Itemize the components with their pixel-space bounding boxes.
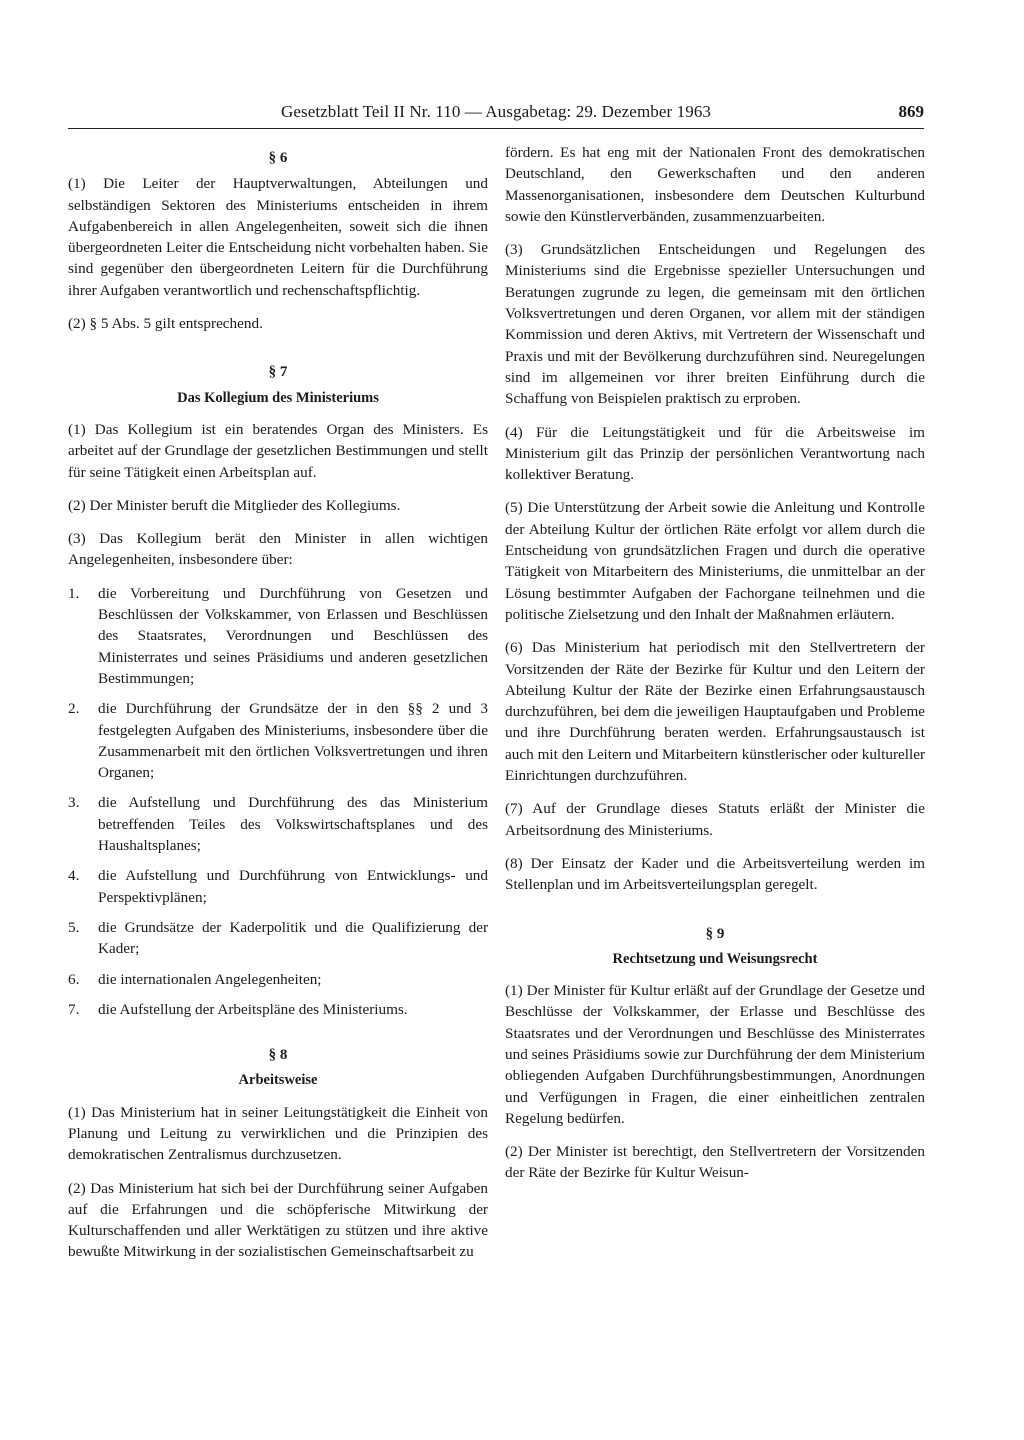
section-7-paragraph-1: (1) Das Kollegium ist ein beratendes Organ des Ministers. Es arbeitet auf der Grundlage der gesetzlichen Bestimmungen und stellt für seine Tätigkeit einen Arbeitsplan auf. xyxy=(68,420,488,481)
list-item-number: 3. xyxy=(68,794,80,812)
right-column xyxy=(505,142,925,1196)
list-item-number: 7. xyxy=(68,1000,80,1018)
list-item-number: 6. xyxy=(68,970,80,988)
section-7-paragraph-3: (3) Das Kollegium berät den Minister in allen wichtigen Angelegenheiten, insbesondere über: xyxy=(68,530,488,569)
list-item-text: die Aufstellung und Durchführung des das Ministerium betreffenden Teiles des Volkswirtschaftsplanes und des Haushaltsplanes; xyxy=(98,794,488,855)
section-8-paragraph-2: (2) Das Ministerium hat sich bei der Durchführung seiner Aufgaben auf die Erfahrungen und die schöpferische Mitwirkung der Kulturschaffenden und aller Werktätigen zu stützen und ihre aktive bewußte Mitwirkung in der sozialistischen Gemeinschaftsarbeit zu xyxy=(68,1179,488,1261)
list-item xyxy=(68,583,488,689)
section-9-title: Rechtsetzung und Weisungsrecht xyxy=(612,950,818,967)
section-9-paragraph-1: (1) Der Minister für Kultur erläßt auf der Grundlage der Gesetze und Beschlüsse der Volkskammer, der Erlasse und Beschlüsse des Staatsrates und der Verordnungen und Beschlüsse des Ministerrates und seines Präsidiums sowie zur Durchführung der dem Ministerium obliegenden Aufgaben Durchführungsbestimmungen, Anordnungen und Verfügungen in Fragen, die einer einheitlichen zentralen Regelung bedürfen. xyxy=(505,982,925,1127)
section-9-paragraph-2: (2) Der Minister ist berechtigt, den Stellvertretern der Vorsitzenden der Räte der Bezirke für Kultur Weisun- xyxy=(505,1143,925,1182)
list-item-number: 1. xyxy=(68,584,80,602)
section-8-paragraph-6: (6) Das Ministerium hat periodisch mit den Stellvertretern der Vorsitzenden der Räte der Bezirke für Kultur und den Leitern der Abteilung Kultur der Räte der Bezirke einen Erfahrungsaustausch durchzuführen, bei dem die jeweiligen Hauptaufgaben und Probleme und ihre Durchführung beraten werden. Erfahrungsaustausch ist auch mit den Leitern und Mitarbeitern künstlerischer oder kultureller Einrichtungen durchzuführen. xyxy=(505,639,925,785)
section-7-heading: § 7 xyxy=(268,364,288,381)
page-header xyxy=(68,100,924,129)
section-8-paragraph-5: (5) Die Unterstützung der Arbeit sowie die Anleitung und Kontrolle der Abteilung Kultur der örtlichen Räte erfolgt vor allem durch die Entscheidung von grundsätzlichen Fragen und durch die operative Tätigkeit von Mitarbeitern des Ministeriums, die unmittelbar an der Lösung bestimmter Aufgaben der Fachorgane teilnehmen und die politische Zielsetzung und den Inhalt der Maßnahmen erläutern. xyxy=(505,499,925,623)
list-item-number: 2. xyxy=(68,700,80,718)
section-6-paragraph-1: (1) Die Leiter der Hauptverwaltungen, Abteilungen und selbständigen Sektoren des Ministeriums entscheiden in ihrem Aufgabenbereich in allen Angelegenheiten, soweit sich die ihnen übergeordneten Leiter die Entscheidung nicht vorbehalten haben. Sie sind gegenüber den übergeordneten Leitern für die Durchführung ihrer Aufgaben verantwortlich und rechenschaftspflichtig. xyxy=(68,175,488,299)
gazette-title: Gesetzblatt Teil II Nr. 110 — Ausgabetag: 29. Dezember 1963 xyxy=(280,102,712,121)
section-8-paragraph-3: (3) Grundsätzlichen Entscheidungen und Regelungen des Ministeriums sind die Ergebnisse spezieller Untersuchungen und Beratungen zugrunde zu legen, die gemeinsam mit den örtlichen Volksvertretungen und deren Organen, vor allem mit der ständigen Kommission und deren Aktivs, mit Vertretern der Wissenschaft und Praxis und mit der Bevölkerung durchzuführen sind. Neuregelungen sind im allgemeinen vor ihrer breiten Einführung durch die Schaffung von Beispielen praktisch zu erproben. xyxy=(505,241,925,408)
list-item-text: die Durchführung der Grundsätze der in den §§ 2 und 3 festgelegten Aufgaben des Ministeriums, insbesondere über die Zusammenarbeit mit den örtlichen Volksvertretungen und ihren Organen; xyxy=(98,700,488,782)
list-item-text: die Grundsätze der Kaderpolitik und die Qualifizierung der Kader; xyxy=(98,918,488,958)
section-8-paragraph-7: (7) Auf der Grundlage dieses Statuts erläßt der Minister die Arbeitsordnung des Ministeriums. xyxy=(505,800,925,839)
section-8-paragraph-1: (1) Das Ministerium hat in seiner Leitungstätigkeit die Einheit von Planung und Leitung zu verwirklichen und die Prinzipien des demokratischen Zentralismus durchzusetzen. xyxy=(68,1103,488,1164)
list-item-number: 5. xyxy=(68,918,80,936)
section-8-paragraph-8: (8) Der Einsatz der Kader und die Arbeitsverteilung werden im Stellenplan und im Arbeitsverteilungsplan geregelt. xyxy=(505,854,925,894)
section-6-paragraph-2: (2) § 5 Abs. 5 gilt entsprechend. xyxy=(68,315,263,333)
section-8-paragraph-2-continued: fördern. Es hat eng mit der Nationalen Front des demokratischen Deutschland, den Gewerkschaften und den anderen Massenorganisationen, insbesondere dem Deutschen Kulturbund sowie den Künstlerverbänden, zusammenzuarbeiten. xyxy=(505,144,925,225)
list-item-number: 4. xyxy=(68,867,80,885)
list-item xyxy=(68,865,488,908)
section-7-title: Das Kollegium des Ministeriums xyxy=(177,389,379,406)
list-item xyxy=(68,792,488,856)
section-8-heading: § 8 xyxy=(268,1047,288,1064)
section-7-paragraph-2: (2) Der Minister beruft die Mitglieder des Kollegiums. xyxy=(68,496,401,514)
section-8-paragraph-4: (4) Für die Leitungstätigkeit und für die Arbeitsweise im Ministerium gilt das Prinzip der persönlichen Verantwortung nach kollektiver Beratung. xyxy=(505,423,925,484)
section-9-heading: § 9 xyxy=(705,925,725,942)
section-8-title: Arbeitsweise xyxy=(238,1072,318,1089)
list-item xyxy=(68,917,488,960)
left-column xyxy=(68,142,488,1275)
page-number: 869 xyxy=(898,102,924,121)
list-item xyxy=(68,969,488,990)
section-7-list xyxy=(68,583,488,1020)
list-item-text: die Vorbereitung und Durchführung von Gesetzen und Beschlüssen der Volkskammer, von Erlassen und Beschlüssen des Staatsrates, Verordnungen und Beschlüssen des Ministerrates und seines Präsidiums und anderen gesetzlichen Bestimmungen; xyxy=(98,584,488,687)
list-item-text: die internationalen Angelegenheiten; xyxy=(98,970,322,988)
list-item-text: die Aufstellung der Arbeitspläne des Ministeriums. xyxy=(98,1000,408,1018)
section-6-heading: § 6 xyxy=(268,150,288,166)
list-item-text: die Aufstellung und Durchführung von Entwicklungs- und Perspektivplänen; xyxy=(98,867,488,906)
list-item xyxy=(68,999,488,1020)
list-item xyxy=(68,698,488,783)
